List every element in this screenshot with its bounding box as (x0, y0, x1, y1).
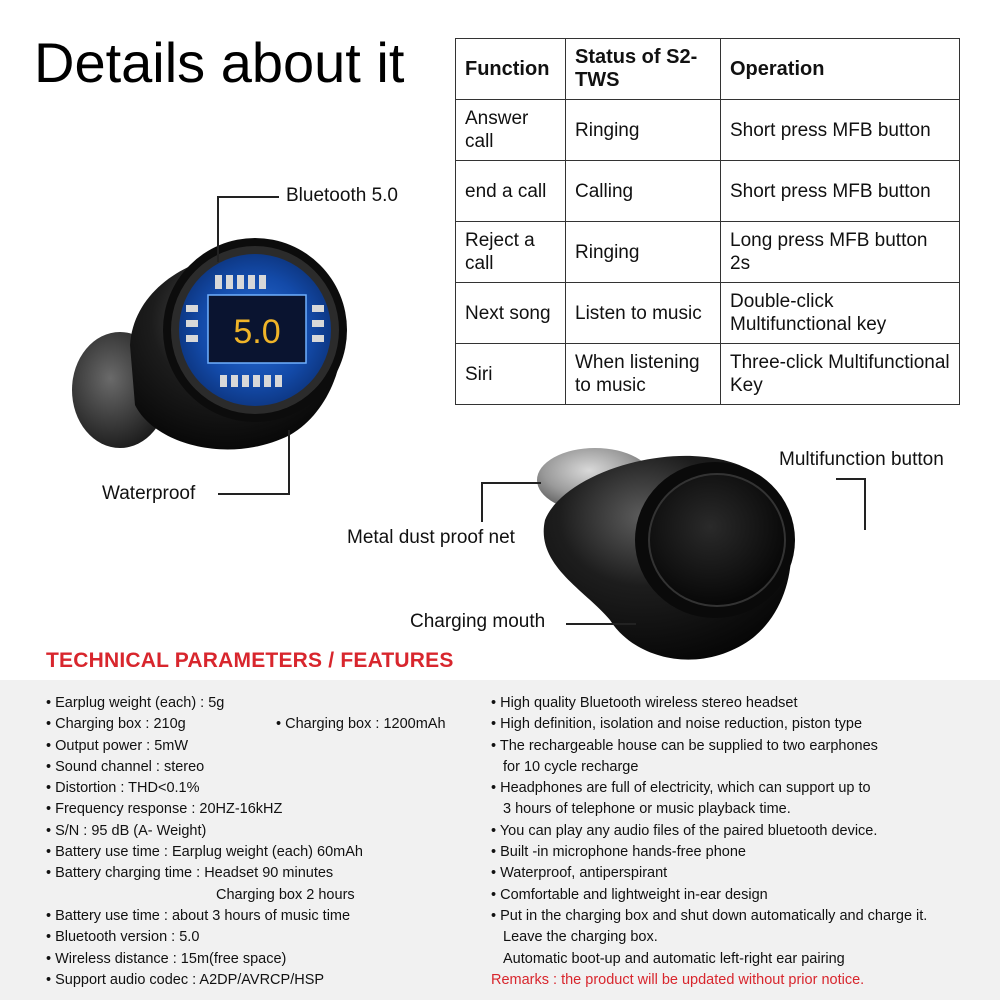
table-header-row (456, 39, 960, 100)
cell-status: Listen to music (566, 283, 721, 344)
feature-item: • Waterproof, antiperspirant (491, 865, 668, 882)
header-operation: Operation (721, 39, 960, 100)
waterproof-label: Waterproof (102, 483, 196, 504)
params-right-column (491, 693, 927, 991)
feature-item: • High quality Bluetooth wireless stereo headset (491, 695, 798, 711)
cell-status: Ringing (566, 100, 721, 161)
param-item: • Distortion : THD<0.1% (46, 780, 200, 797)
table-row (456, 222, 960, 283)
waterproof-leader-v (288, 430, 290, 494)
earbud-side-image (525, 440, 815, 670)
cell-operation: Long press MFB button 2s (721, 222, 960, 283)
bluetooth-leader-v (217, 196, 219, 262)
cell-operation: Short press MFB button (721, 161, 960, 222)
feature-item: • You can play any audio files of the paired bluetooth device. (491, 822, 878, 839)
dust-net-leader-h (481, 482, 541, 484)
cell-operation: Double-click Multifunctional key (721, 283, 960, 344)
multifunction-label: Multifunction button (779, 449, 944, 470)
cell-function: Answer call (456, 100, 566, 161)
multifunction-leader-v (864, 478, 866, 530)
table-row (456, 283, 960, 344)
charging-mouth-leader (566, 623, 636, 625)
charging-mouth-label: Charging mouth (410, 611, 546, 632)
feature-item: Automatic boot-up and automatic left-right ear pairing (503, 950, 845, 967)
dust-net-leader-v (481, 482, 483, 522)
cell-status: When listening to music (566, 344, 721, 405)
cell-function: Next song (456, 283, 566, 344)
cell-operation: Short press MFB button (721, 100, 960, 161)
feature-item: Leave the charging box. (503, 929, 658, 946)
feature-item: • Headphones are full of electricity, which can support up to (491, 780, 871, 797)
feature-item: • Comfortable and lightweight in-ear design (491, 886, 768, 903)
param-item (46, 714, 446, 735)
cell-status: Calling (566, 161, 721, 222)
remark-note: Remarks : the product will be updated without prior notice. (491, 971, 865, 988)
param-item: • Battery use time : Earplug weight (each) 60mAh (46, 844, 363, 861)
feature-item: • Put in the charging box and shut down automatically and charge it. (491, 907, 928, 924)
table-row (456, 161, 960, 222)
page-title: Details about it (34, 31, 405, 94)
param-item: • Frequency response : 20HZ-16kHZ (46, 801, 283, 818)
params-heading: TECHNICAL PARAMETERS / FEATURES (46, 649, 454, 672)
param-item: • Bluetooth version : 5.0 (46, 929, 200, 946)
param-item: • S/N : 95 dB (A- Weight) (46, 822, 207, 839)
feature-item: for 10 cycle recharge (503, 758, 639, 775)
param-item: • Sound channel : stereo (46, 758, 205, 775)
param-item: Charging box 2 hours (216, 886, 355, 903)
param-item: • Output power : 5mW (46, 737, 189, 754)
feature-item: 3 hours of telephone or music playback time. (503, 801, 791, 818)
bluetooth-label: Bluetooth 5.0 (286, 185, 398, 206)
param-item: • Earplug weight (each) : 5g (46, 695, 225, 711)
waterproof-leader-h (218, 493, 290, 495)
param-text: • Charging box : 210g (46, 716, 186, 733)
table-row (456, 100, 960, 161)
params-left-column (46, 693, 446, 991)
multifunction-leader-h (836, 478, 866, 480)
feature-item: • High definition, isolation and noise reduction, piston type (491, 716, 863, 733)
param-item: • Wireless distance : 15m(free space) (46, 950, 287, 967)
chip-version-label: 5.0 (233, 313, 281, 351)
cell-function: Siri (456, 344, 566, 405)
cell-function: Reject a call (456, 222, 566, 283)
header-status: Status of S2-TWS (566, 39, 721, 100)
param-extra: • Charging box : 1200mAh (276, 716, 446, 733)
param-item: • Battery charging time : Headset 90 minutes (46, 865, 334, 882)
feature-item: • Built -in microphone hands-free phone (491, 844, 746, 861)
earbud-front-image (60, 225, 360, 475)
feature-item: • The rechargeable house can be supplied to two earphones (491, 737, 878, 754)
dust-net-label: Metal dust proof net (347, 527, 515, 548)
param-item: • Support audio codec : A2DP/AVRCP/HSP (46, 971, 325, 988)
param-item: • Battery use time : about 3 hours of music time (46, 907, 351, 924)
header-function: Function (456, 39, 566, 100)
cell-function: end a call (456, 161, 566, 222)
bluetooth-leader-h (217, 196, 279, 198)
table-row (456, 344, 960, 405)
function-table (455, 38, 960, 405)
cell-status: Ringing (566, 222, 721, 283)
cell-operation: Three-click Multifunctional Key (721, 344, 960, 405)
